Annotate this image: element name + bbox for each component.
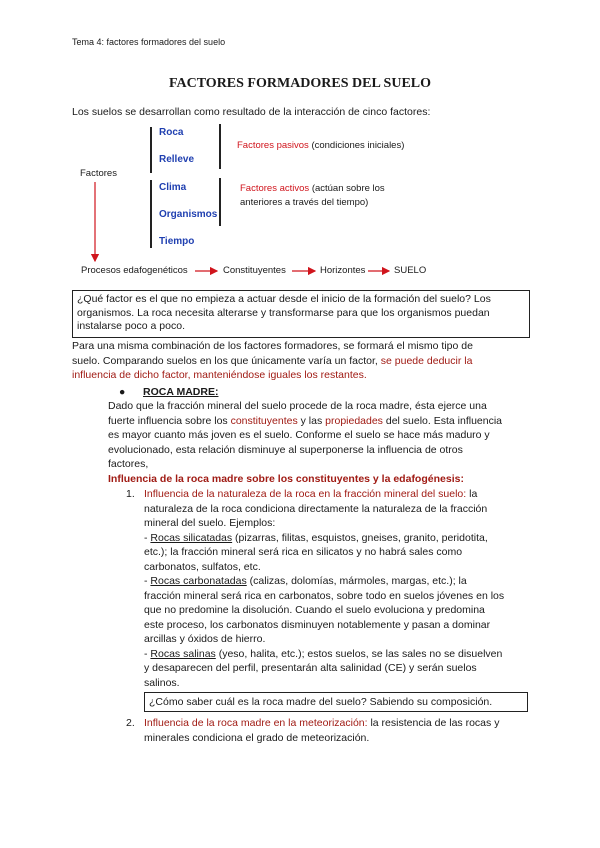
flow-step-1: Procesos edafogenéticos bbox=[81, 265, 188, 276]
rocas-silicatadas: Rocas silicatadas bbox=[150, 531, 233, 544]
paragraph-1 bbox=[72, 339, 542, 383]
active-desc-1: (actúan sobre los bbox=[311, 183, 385, 194]
rocas-carbonatadas: Rocas carbonatadas bbox=[150, 575, 247, 587]
question-line-3: instalarse poco a poco. bbox=[77, 320, 185, 332]
item-1-number: 1. bbox=[126, 488, 135, 500]
item-2-number: 2. bbox=[126, 717, 135, 729]
factor-organismos: Organismos bbox=[159, 209, 218, 220]
flow-step-3: Horizontes bbox=[320, 265, 366, 276]
para1-line-3: influencia de dicho factor, manteniéndose iguales los restantes. bbox=[72, 369, 367, 381]
passive-title: Factores pasivos bbox=[237, 140, 309, 151]
question-box bbox=[72, 290, 530, 338]
diagram-arrows bbox=[0, 0, 600, 300]
passive-desc: (condiciones iniciales) bbox=[311, 140, 405, 151]
flow-step-4: SUELO bbox=[394, 265, 427, 276]
subheading: Influencia de la roca madre sobre los constituyentes y la edafogénesis: bbox=[108, 472, 464, 485]
rocas-salinas: Rocas salinas bbox=[150, 647, 216, 660]
factor-clima: Clima bbox=[159, 182, 187, 193]
para1-line-1: Para una misma combinación de los factores formadores, se formará el mismo tipo de bbox=[72, 340, 473, 352]
question-line-1: ¿Qué factor es el que no empieza a actuar desde el inicio de la formación del suelo? Los bbox=[77, 293, 491, 305]
factor-roca: Roca bbox=[159, 127, 184, 138]
roca-madre-text: Dado que la fracción mineral del suelo procede de la roca madre, ésta ejerce una fuerte influencia sobre los constituyentes y las propiedades del suelo. Esta influencia es mayor cuanto más joven es el suelo. Conforme el suelo se hace más maduro y evolucionado, esta relación disminuye al superponerse la influencia de otros factores, Influencia de la roca madre sobre los constituyentes y la edafogénesis: bbox=[108, 399, 548, 486]
composition-question-box: ¿Cómo saber cuál es la roca madre del suelo? Sabiendo su composición. bbox=[144, 692, 528, 712]
active-title: Factores activos bbox=[240, 183, 310, 194]
bullet: ● bbox=[119, 386, 126, 398]
page-header: Tema 4: factores formadores del suelo bbox=[72, 37, 226, 47]
page-title: FACTORES FORMADORES DEL SUELO bbox=[168, 76, 432, 91]
item-2: Influencia de la roca madre en la meteorización: la resistencia de las rocas y minerales condiciona el grado de meteorización. bbox=[144, 717, 500, 744]
flow-step-2: Constituyentes bbox=[223, 265, 286, 276]
factor-tiempo: Tiempo bbox=[159, 236, 195, 247]
factor-relleve: Relleve bbox=[159, 154, 195, 165]
item-1: Influencia de la naturaleza de la roca en la fracción mineral del suelo: la naturaleza de la roca condiciona directamente la naturaleza de la fracción mineral del suelo. Ejemplos: - Rocas silicatadas (pizarras, filitas, esquistos, gneises, granito, peridotita, etc.); la fracción mineral será rica en silicatos y no habrá sales como carbonatos, sulfatos, etc. - Rocas carbonatadas (calizas, dolomías, mármoles, margas, etc.); la fracción mineral será rica en carbonatos, sobre todo en suelos jóvenes en los que no predomine la disolución. Cuando el suelo evoluciona y predomina este proceso, los carbonatos disminuyen notablemente y pasan a dominar arcillas y óxidos de hierro. - Rocas salinas (yeso, halita, etc.); estos suelos, se las sales no se disuelven y desaparecen del perfil, presentarán alta salinidad (CE) y serán suelos salinos. bbox=[144, 488, 505, 689]
intro-text: Los suelos se desarrollan como resultado de la interacción de cinco factores: bbox=[72, 106, 431, 118]
factors-label: Factores bbox=[80, 168, 117, 179]
question-line-2: organismos. La roca necesita alterarse y transformarse para que los organismos puedan bbox=[77, 306, 490, 319]
active-desc-2: anteriores a través del tiempo) bbox=[240, 197, 369, 208]
roca-madre-heading: ROCA MADRE: bbox=[143, 386, 219, 398]
para1-line-2: suelo. Comparando suelos en los que únicamente varía un factor, se puede deducir la bbox=[72, 354, 473, 367]
